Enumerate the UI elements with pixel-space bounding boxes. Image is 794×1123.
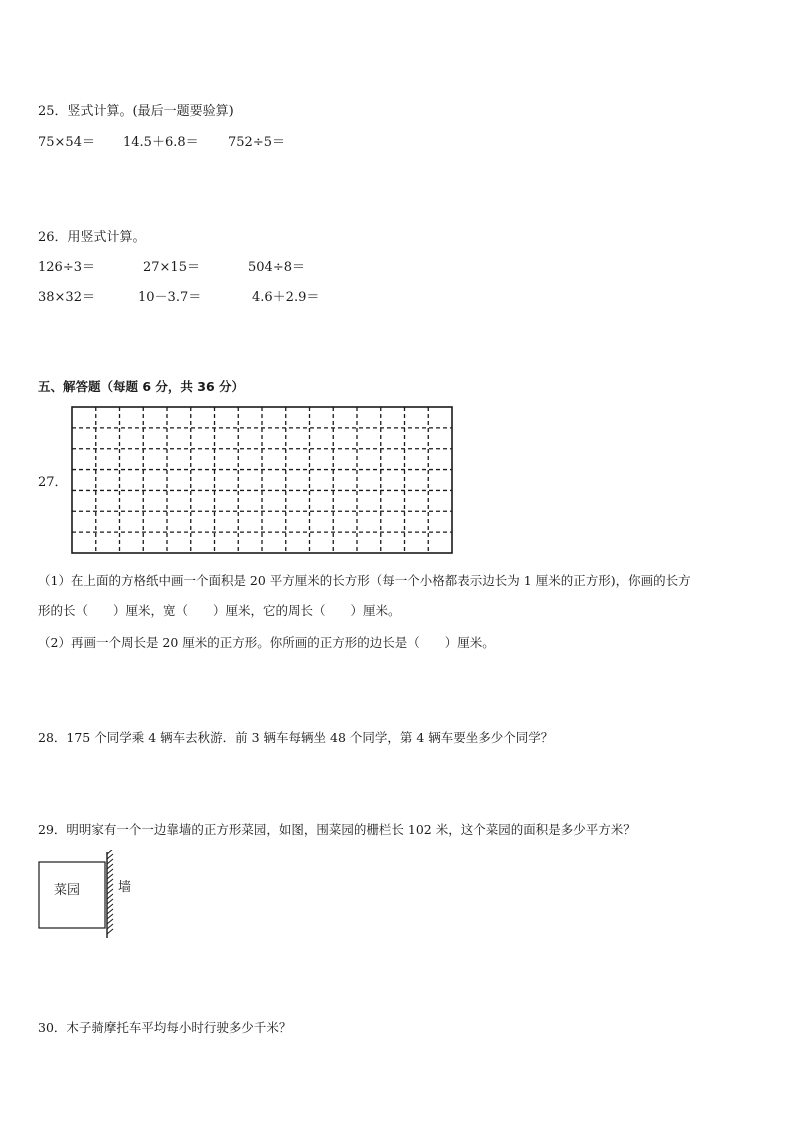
wall-hatch-line [107,899,113,904]
q26-r2-p1: 38×32＝ [38,290,95,305]
q26-r2-p2: 10－3.7＝ [138,290,202,305]
garden-label: 菜园 [54,882,81,897]
wall-hatch-line [107,850,113,854]
q26-r1-p3: 504÷8＝ [248,260,305,275]
q26-r2-p3: 4.6＋2.9＝ [252,290,320,305]
wall-hatch-line [107,854,113,859]
wall-hatch-line [107,924,113,929]
q28-text: 28．175 个同学乘 4 辆车去秋游．前 3 辆车每辆坐 48 个同学，第 4 辆车要坐多少个同学？ [38,730,554,745]
q27-part2: （2）再画一个周长是 20 厘米的正方形。你所画的正方形的边长是（ ）厘米。 [38,635,495,650]
wall-label: 墙 [118,879,132,894]
wall-hatch-line [107,894,113,899]
q25-problem-1: 75×54＝ [38,135,95,150]
wall-hatch-line [107,914,113,919]
grid-paper [70,405,454,557]
q27-number: 27． [38,475,68,490]
wall-hatch-line [107,904,113,909]
q27-part1-line1: （1）在上面的方格纸中画一个面积是 20 平方厘米的长方形（每一个小格都表示边长为 1 厘米的正方形)，你画的长方 [38,573,691,588]
wall-hatch-line [107,879,113,884]
q25-problem-2: 14.5＋6.8＝ [123,135,199,150]
garden-diagram [36,850,146,942]
wall-hatch-line [107,869,113,874]
wall-hatch-line [107,874,113,879]
section-5-title: 五、解答题（每题 6 分，共 36 分） [38,379,245,394]
wall-hatch-line [107,929,113,934]
wall-hatching [107,850,113,934]
q26-title: 26．用竖式计算。 [38,230,146,245]
wall-hatch-line [107,859,113,864]
q25-title: 25．竖式计算。(最后一题要验算) [38,104,234,119]
wall-hatch-line [107,864,113,869]
wall-hatch-line [107,909,113,914]
wall-hatch-line [107,919,113,924]
q26-r1-p1: 126÷3＝ [38,260,95,275]
q25-problem-3: 752÷5＝ [228,135,285,150]
q30-text: 30．木子骑摩托车平均每小时行驶多少千米？ [38,1020,292,1035]
q26-r1-p2: 27×15＝ [143,260,200,275]
wall-hatch-line [107,884,113,889]
wall-hatch-line [107,889,113,894]
q29-text: 29．明明家有一个一边靠墙的正方形菜园，如图，围菜园的栅栏长 102 米，这个菜园的面积是多少平方米？ [38,822,636,837]
q27-part1-line2: 形的长（ ）厘米，宽（ ）厘米，它的周长（ ）厘米。 [38,603,401,618]
